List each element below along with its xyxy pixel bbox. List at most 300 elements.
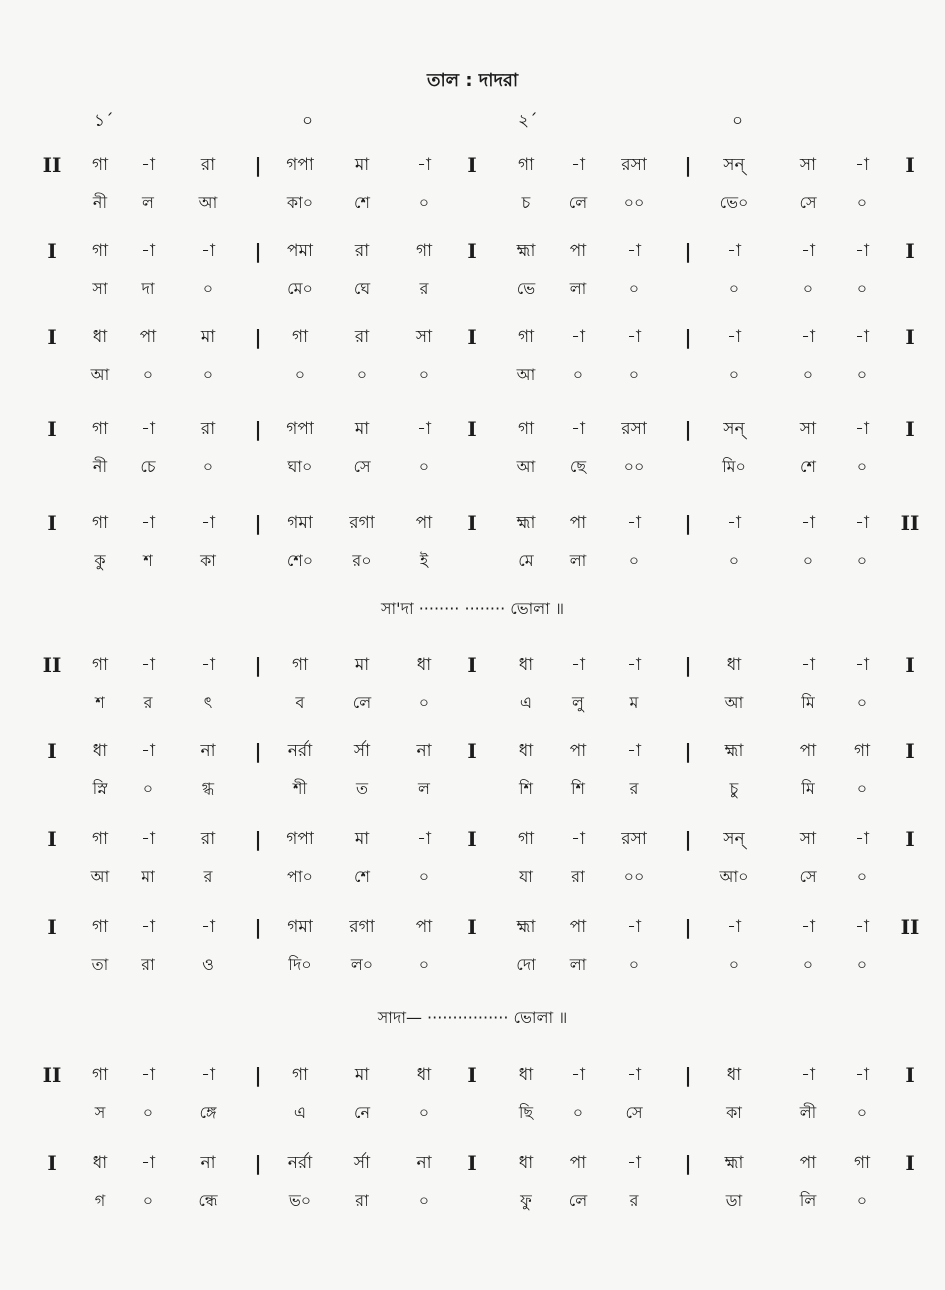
- notation-line: [0, 824, 945, 904]
- bar-line: |: [254, 417, 262, 441]
- swara-note: গা: [91, 917, 109, 937]
- bar-line: |: [254, 239, 262, 263]
- lyric-syllable: ০: [142, 1103, 154, 1122]
- bar-line: |: [684, 239, 692, 263]
- lyric-syllable: ০: [628, 365, 640, 384]
- swara-note: রসা: [621, 829, 647, 849]
- swara-note: পা: [415, 513, 433, 533]
- swara-note: ধা: [518, 1065, 534, 1085]
- bar-line: I: [47, 417, 57, 441]
- lyric-syllable: ০০: [623, 193, 645, 212]
- bar-line: I: [905, 417, 915, 441]
- swara-note: গা: [517, 327, 535, 347]
- lyric-syllable: ০: [202, 457, 214, 476]
- lyric-syllable: রা: [571, 867, 585, 886]
- lyric-syllable: ০: [294, 365, 306, 384]
- swara-note: না: [416, 1153, 432, 1173]
- lyric-syllable: ০: [418, 1103, 430, 1122]
- lyric-syllable: ল: [418, 779, 430, 798]
- lyric-syllable: ০: [418, 193, 430, 212]
- beat-mark-sam: ১´: [94, 111, 114, 131]
- lyric-syllable: ও: [202, 955, 214, 974]
- notation-line: [0, 736, 945, 816]
- swara-note: হ্মা: [516, 513, 536, 533]
- lyric-syllable: ০: [628, 551, 640, 570]
- bar-line: II: [900, 511, 920, 535]
- swara-note: -া: [855, 829, 869, 849]
- swara-note: -া: [727, 917, 741, 937]
- swara-note: না: [200, 741, 216, 761]
- lyric-syllable: ০: [418, 365, 430, 384]
- swara-note: রসা: [621, 419, 647, 439]
- notation-line: [0, 322, 945, 402]
- swara-note: -া: [855, 513, 869, 533]
- swara-note: হ্মা: [516, 917, 536, 937]
- bar-line: I: [467, 1063, 477, 1087]
- swara-note: ধা: [518, 1153, 534, 1173]
- lyric-syllable: ০: [142, 779, 154, 798]
- lyric-syllable: ০: [572, 365, 584, 384]
- bar-line: |: [684, 153, 692, 177]
- lyric-syllable: রা: [141, 955, 155, 974]
- swara-note: রা: [354, 327, 370, 347]
- bar-line: |: [684, 915, 692, 939]
- lyric-syllable: আ: [516, 365, 536, 384]
- bar-line: I: [905, 827, 915, 851]
- swara-note: -া: [141, 513, 155, 533]
- lyric-row: [0, 360, 945, 390]
- lyric-syllable: ফু: [520, 1191, 532, 1210]
- bar-line: II: [42, 1063, 62, 1087]
- lyric-syllable: আ: [724, 693, 744, 712]
- lyric-syllable: ০: [418, 955, 430, 974]
- notation-line: [0, 414, 945, 494]
- lyric-syllable: ০: [856, 279, 868, 298]
- notation-line: [0, 150, 945, 230]
- lyric-syllable: আ: [90, 365, 110, 384]
- swara-note: -া: [141, 155, 155, 175]
- lyric-syllable: ৎ: [203, 693, 213, 712]
- lyric-row: [0, 452, 945, 482]
- swara-note: -া: [571, 327, 585, 347]
- lyric-syllable: শ: [143, 551, 153, 570]
- swara-note: হ্মা: [724, 741, 744, 761]
- lyric-syllable: ঘে: [353, 279, 371, 298]
- lyric-syllable: শে০: [286, 551, 314, 570]
- swara-note: -া: [801, 513, 815, 533]
- lyric-row: [0, 546, 945, 576]
- lyric-syllable: গ: [94, 1191, 106, 1210]
- lyric-syllable: নী: [92, 457, 108, 476]
- lyric-syllable: সে: [353, 457, 371, 476]
- swara-note: -া: [801, 1065, 815, 1085]
- taal-title: তাল : দাদরা: [426, 70, 519, 91]
- lyric-syllable: ০: [202, 279, 214, 298]
- lyric-syllable: ০: [142, 365, 154, 384]
- swara-note: -া: [417, 155, 431, 175]
- lyric-row: [0, 688, 945, 718]
- lyric-syllable: ০: [856, 779, 868, 798]
- swara-note: গা: [91, 829, 109, 849]
- swara-note: গমা: [287, 513, 313, 533]
- lyric-syllable: ভ০: [288, 1191, 312, 1210]
- lyric-syllable: ০: [856, 693, 868, 712]
- bar-line: I: [467, 827, 477, 851]
- bar-line: I: [905, 739, 915, 763]
- swara-note: নর্রা: [287, 741, 313, 761]
- swara-note: -া: [855, 917, 869, 937]
- notation-line: [0, 508, 945, 588]
- swara-note: -া: [571, 655, 585, 675]
- swara-note: মা: [354, 419, 370, 439]
- swara-note: -া: [855, 241, 869, 261]
- lyric-syllable: র: [629, 1191, 639, 1210]
- lyric-syllable: র: [419, 279, 429, 298]
- lyric-syllable: কু: [94, 551, 106, 570]
- lyric-syllable: ঙ্গে: [199, 1103, 217, 1122]
- swara-note: গমা: [287, 917, 313, 937]
- lyric-syllable: মা: [141, 867, 155, 886]
- bar-line: I: [467, 153, 477, 177]
- swara-note: গপা: [286, 829, 314, 849]
- lyric-syllable: সা: [92, 279, 108, 298]
- lyric-syllable: ০: [628, 955, 640, 974]
- bar-line: |: [684, 1063, 692, 1087]
- swara-note: ধা: [92, 327, 108, 347]
- bar-line: |: [254, 915, 262, 939]
- swara-note: -া: [571, 155, 585, 175]
- lyric-syllable: কা: [200, 551, 216, 570]
- beat-mark-second: ২´: [518, 111, 538, 131]
- swara-note: র্সা: [353, 741, 371, 761]
- swaralipi-row: [0, 322, 945, 352]
- swara-note: মা: [354, 655, 370, 675]
- section-divider: সাদা— ················ ভোলা ॥: [377, 1008, 568, 1027]
- lyric-syllable: দা: [141, 279, 155, 298]
- lyric-syllable: ব: [295, 693, 305, 712]
- swaralipi-row: [0, 912, 945, 942]
- swara-note: পা: [799, 741, 817, 761]
- lyric-syllable: ডা: [725, 1191, 743, 1210]
- lyric-syllable: র: [143, 693, 153, 712]
- swara-note: -া: [801, 655, 815, 675]
- lyric-syllable: স্নি: [92, 779, 108, 798]
- bar-line: I: [47, 915, 57, 939]
- swara-note: ধা: [92, 741, 108, 761]
- swara-note: -া: [201, 917, 215, 937]
- swara-note: ধা: [416, 655, 432, 675]
- lyric-syllable: ০: [572, 1103, 584, 1122]
- lyric-syllable: ০: [802, 279, 814, 298]
- bar-line: |: [684, 511, 692, 535]
- bar-line: I: [467, 915, 477, 939]
- swara-note: র্সা: [353, 1153, 371, 1173]
- lyric-syllable: সে: [625, 1103, 643, 1122]
- lyric-syllable: র: [203, 867, 213, 886]
- lyric-syllable: ল০: [350, 955, 374, 974]
- swara-note: -া: [571, 1065, 585, 1085]
- swara-note: -া: [141, 241, 155, 261]
- swara-note: -া: [627, 1065, 641, 1085]
- swaralipi-row: [0, 236, 945, 266]
- bar-line: I: [905, 325, 915, 349]
- lyric-syllable: লা: [569, 279, 587, 298]
- bar-line: II: [42, 653, 62, 677]
- swara-note: গা: [91, 241, 109, 261]
- swara-note: -া: [141, 1065, 155, 1085]
- bar-line: |: [254, 1151, 262, 1175]
- swara-note: গা: [415, 241, 433, 261]
- lyric-syllable: ০: [142, 1191, 154, 1210]
- bar-line: I: [467, 511, 477, 535]
- lyric-syllable: ঘা০: [287, 457, 313, 476]
- lyric-row: [0, 1098, 945, 1128]
- swara-note: না: [200, 1153, 216, 1173]
- bar-line: II: [42, 153, 62, 177]
- swara-note: -া: [727, 327, 741, 347]
- swara-note: -া: [855, 655, 869, 675]
- bar-line: I: [467, 653, 477, 677]
- lyric-syllable: সে: [799, 867, 817, 886]
- lyric-syllable: ০: [728, 365, 740, 384]
- lyric-syllable: ০০: [623, 457, 645, 476]
- bar-line: I: [47, 827, 57, 851]
- lyric-syllable: শে: [354, 867, 370, 886]
- lyric-syllable: চু: [729, 779, 739, 798]
- bar-line: |: [684, 739, 692, 763]
- lyric-syllable: ০: [728, 279, 740, 298]
- lyric-syllable: দি০: [288, 955, 312, 974]
- lyric-syllable: শি: [570, 779, 586, 798]
- bar-line: I: [467, 417, 477, 441]
- lyric-syllable: ০: [856, 365, 868, 384]
- bar-line: |: [254, 827, 262, 851]
- swara-note: -া: [801, 917, 815, 937]
- lyric-syllable: ০: [802, 955, 814, 974]
- lyric-syllable: ০: [418, 457, 430, 476]
- bar-line: I: [47, 239, 57, 263]
- swara-note: -া: [855, 1065, 869, 1085]
- swara-note: পা: [569, 241, 587, 261]
- lyric-syllable: আ: [198, 193, 218, 212]
- swara-note: -া: [141, 655, 155, 675]
- lyric-syllable: এ: [519, 693, 533, 712]
- swara-note: ধা: [416, 1065, 432, 1085]
- swara-note: পা: [415, 917, 433, 937]
- lyric-syllable: ০: [202, 365, 214, 384]
- swara-note: গপা: [286, 419, 314, 439]
- bar-line: |: [684, 417, 692, 441]
- swara-note: -া: [627, 741, 641, 761]
- lyric-syllable: শে: [354, 193, 370, 212]
- lyric-syllable: ম: [629, 693, 639, 712]
- bar-line: I: [467, 239, 477, 263]
- swara-note: গা: [91, 419, 109, 439]
- lyric-syllable: শে: [800, 457, 816, 476]
- swara-note: -া: [627, 917, 641, 937]
- bar-line: I: [905, 239, 915, 263]
- lyric-syllable: ০: [356, 365, 368, 384]
- lyric-syllable: কা০: [286, 193, 314, 212]
- lyric-syllable: ০: [856, 955, 868, 974]
- lyric-syllable: ই: [419, 551, 429, 570]
- swara-note: মা: [200, 327, 216, 347]
- swara-note: গা: [291, 655, 309, 675]
- bar-line: I: [47, 325, 57, 349]
- bar-line: |: [684, 827, 692, 851]
- swara-note: পা: [569, 741, 587, 761]
- swaralipi-row: [0, 508, 945, 538]
- swara-note: সা: [799, 419, 817, 439]
- swara-note: সা: [799, 155, 817, 175]
- bar-line: |: [254, 739, 262, 763]
- swaralipi-row: [0, 1148, 945, 1178]
- lyric-syllable: এ: [293, 1103, 307, 1122]
- lyric-syllable: নী: [92, 193, 108, 212]
- lyric-syllable: ০০: [623, 867, 645, 886]
- lyric-syllable: ০: [418, 693, 430, 712]
- lyric-syllable: চে: [140, 457, 156, 476]
- swara-note: হ্মা: [724, 1153, 744, 1173]
- lyric-syllable: নে: [353, 1103, 371, 1122]
- swara-note: -া: [571, 419, 585, 439]
- swara-note: -া: [201, 241, 215, 261]
- lyric-syllable: মে: [518, 551, 534, 570]
- swara-note: মা: [354, 1065, 370, 1085]
- swara-note: -া: [417, 419, 431, 439]
- lyric-row: [0, 774, 945, 804]
- swara-note: পা: [799, 1153, 817, 1173]
- swara-note: -া: [627, 327, 641, 347]
- swara-note: পা: [569, 1153, 587, 1173]
- swara-note: গা: [517, 829, 535, 849]
- bar-line: I: [905, 1151, 915, 1175]
- swara-note: -া: [627, 1153, 641, 1173]
- swara-note: -া: [141, 419, 155, 439]
- bar-line: I: [47, 511, 57, 535]
- lyric-syllable: মি: [801, 693, 815, 712]
- swara-note: গা: [91, 1065, 109, 1085]
- swara-note: রগা: [349, 917, 375, 937]
- swaralipi-row: [0, 1060, 945, 1090]
- lyric-syllable: র০: [352, 551, 372, 570]
- lyric-syllable: ছি: [518, 1103, 534, 1122]
- swaralipi-row: [0, 650, 945, 680]
- swara-note: -া: [571, 829, 585, 849]
- bar-line: |: [254, 511, 262, 535]
- notation-line: [0, 1148, 945, 1228]
- swara-note: মা: [354, 155, 370, 175]
- lyric-row: [0, 274, 945, 304]
- bar-line: |: [254, 325, 262, 349]
- swara-note: ধা: [726, 655, 742, 675]
- swaralipi-row: [0, 150, 945, 180]
- lyric-syllable: ০: [856, 457, 868, 476]
- beat-mark-khali-2: ০: [732, 111, 744, 131]
- swara-note: গা: [517, 155, 535, 175]
- swara-note: পা: [569, 917, 587, 937]
- swara-note: মা: [354, 829, 370, 849]
- lyric-syllable: রা: [355, 1191, 369, 1210]
- bar-line: |: [254, 653, 262, 677]
- swara-note: -া: [801, 241, 815, 261]
- swara-note: -া: [627, 655, 641, 675]
- swara-note: -া: [855, 155, 869, 175]
- lyric-row: [0, 950, 945, 980]
- lyric-syllable: ০: [728, 551, 740, 570]
- notation-line: [0, 650, 945, 730]
- notation-line: [0, 236, 945, 316]
- lyric-syllable: মি০: [722, 457, 746, 476]
- lyric-syllable: ০: [856, 193, 868, 212]
- section-divider: সা'দা ········ ········ ভোলা ॥: [380, 599, 565, 618]
- swara-note: -া: [141, 741, 155, 761]
- lyric-syllable: লে: [568, 193, 588, 212]
- swara-note: -া: [627, 513, 641, 533]
- lyric-syllable: আ০: [719, 867, 749, 886]
- lyric-syllable: স: [94, 1103, 106, 1122]
- bar-line: |: [254, 153, 262, 177]
- swara-note: সন্: [723, 419, 745, 439]
- swara-note: -া: [855, 327, 869, 347]
- swara-note: গা: [91, 155, 109, 175]
- lyric-syllable: ভে: [516, 279, 536, 298]
- swara-note: -া: [201, 1065, 215, 1085]
- lyric-syllable: ০: [628, 279, 640, 298]
- lyric-syllable: গ্ধ: [201, 779, 215, 798]
- lyric-syllable: লে: [568, 1191, 588, 1210]
- swara-note: রা: [200, 829, 216, 849]
- swara-note: সা: [799, 829, 817, 849]
- swaralipi-row: [0, 414, 945, 444]
- swara-note: না: [416, 741, 432, 761]
- lyric-syllable: ০: [856, 1103, 868, 1122]
- lyric-syllable: ০: [856, 551, 868, 570]
- lyric-syllable: র: [629, 779, 639, 798]
- swara-note: গা: [517, 419, 535, 439]
- swara-note: রগা: [349, 513, 375, 533]
- bar-line: I: [47, 739, 57, 763]
- lyric-syllable: মি: [801, 779, 815, 798]
- lyric-syllable: লী: [799, 1103, 817, 1122]
- bar-line: I: [467, 325, 477, 349]
- swara-note: -া: [201, 513, 215, 533]
- lyric-syllable: ন্ধে: [198, 1191, 218, 1210]
- lyric-syllable: আ: [516, 457, 536, 476]
- lyric-syllable: লু: [572, 693, 584, 712]
- lyric-syllable: ০: [802, 365, 814, 384]
- lyric-syllable: লি: [799, 1191, 817, 1210]
- lyric-row: [0, 862, 945, 892]
- swaralipi-row: [0, 824, 945, 854]
- lyric-row: [0, 1186, 945, 1216]
- bar-line: |: [254, 1063, 262, 1087]
- swara-note: -া: [627, 241, 641, 261]
- lyric-syllable: ছে: [569, 457, 587, 476]
- lyric-syllable: দো: [516, 955, 536, 974]
- lyric-syllable: ত: [355, 779, 368, 798]
- swara-note: -া: [201, 655, 215, 675]
- bar-line: II: [900, 915, 920, 939]
- bar-line: I: [905, 653, 915, 677]
- swara-note: -া: [801, 327, 815, 347]
- beat-mark-khali: ০: [302, 111, 314, 131]
- swara-note: -া: [855, 419, 869, 439]
- bar-line: |: [684, 1151, 692, 1175]
- swara-note: গপা: [286, 155, 314, 175]
- bar-line: I: [905, 153, 915, 177]
- lyric-syllable: লে: [352, 693, 372, 712]
